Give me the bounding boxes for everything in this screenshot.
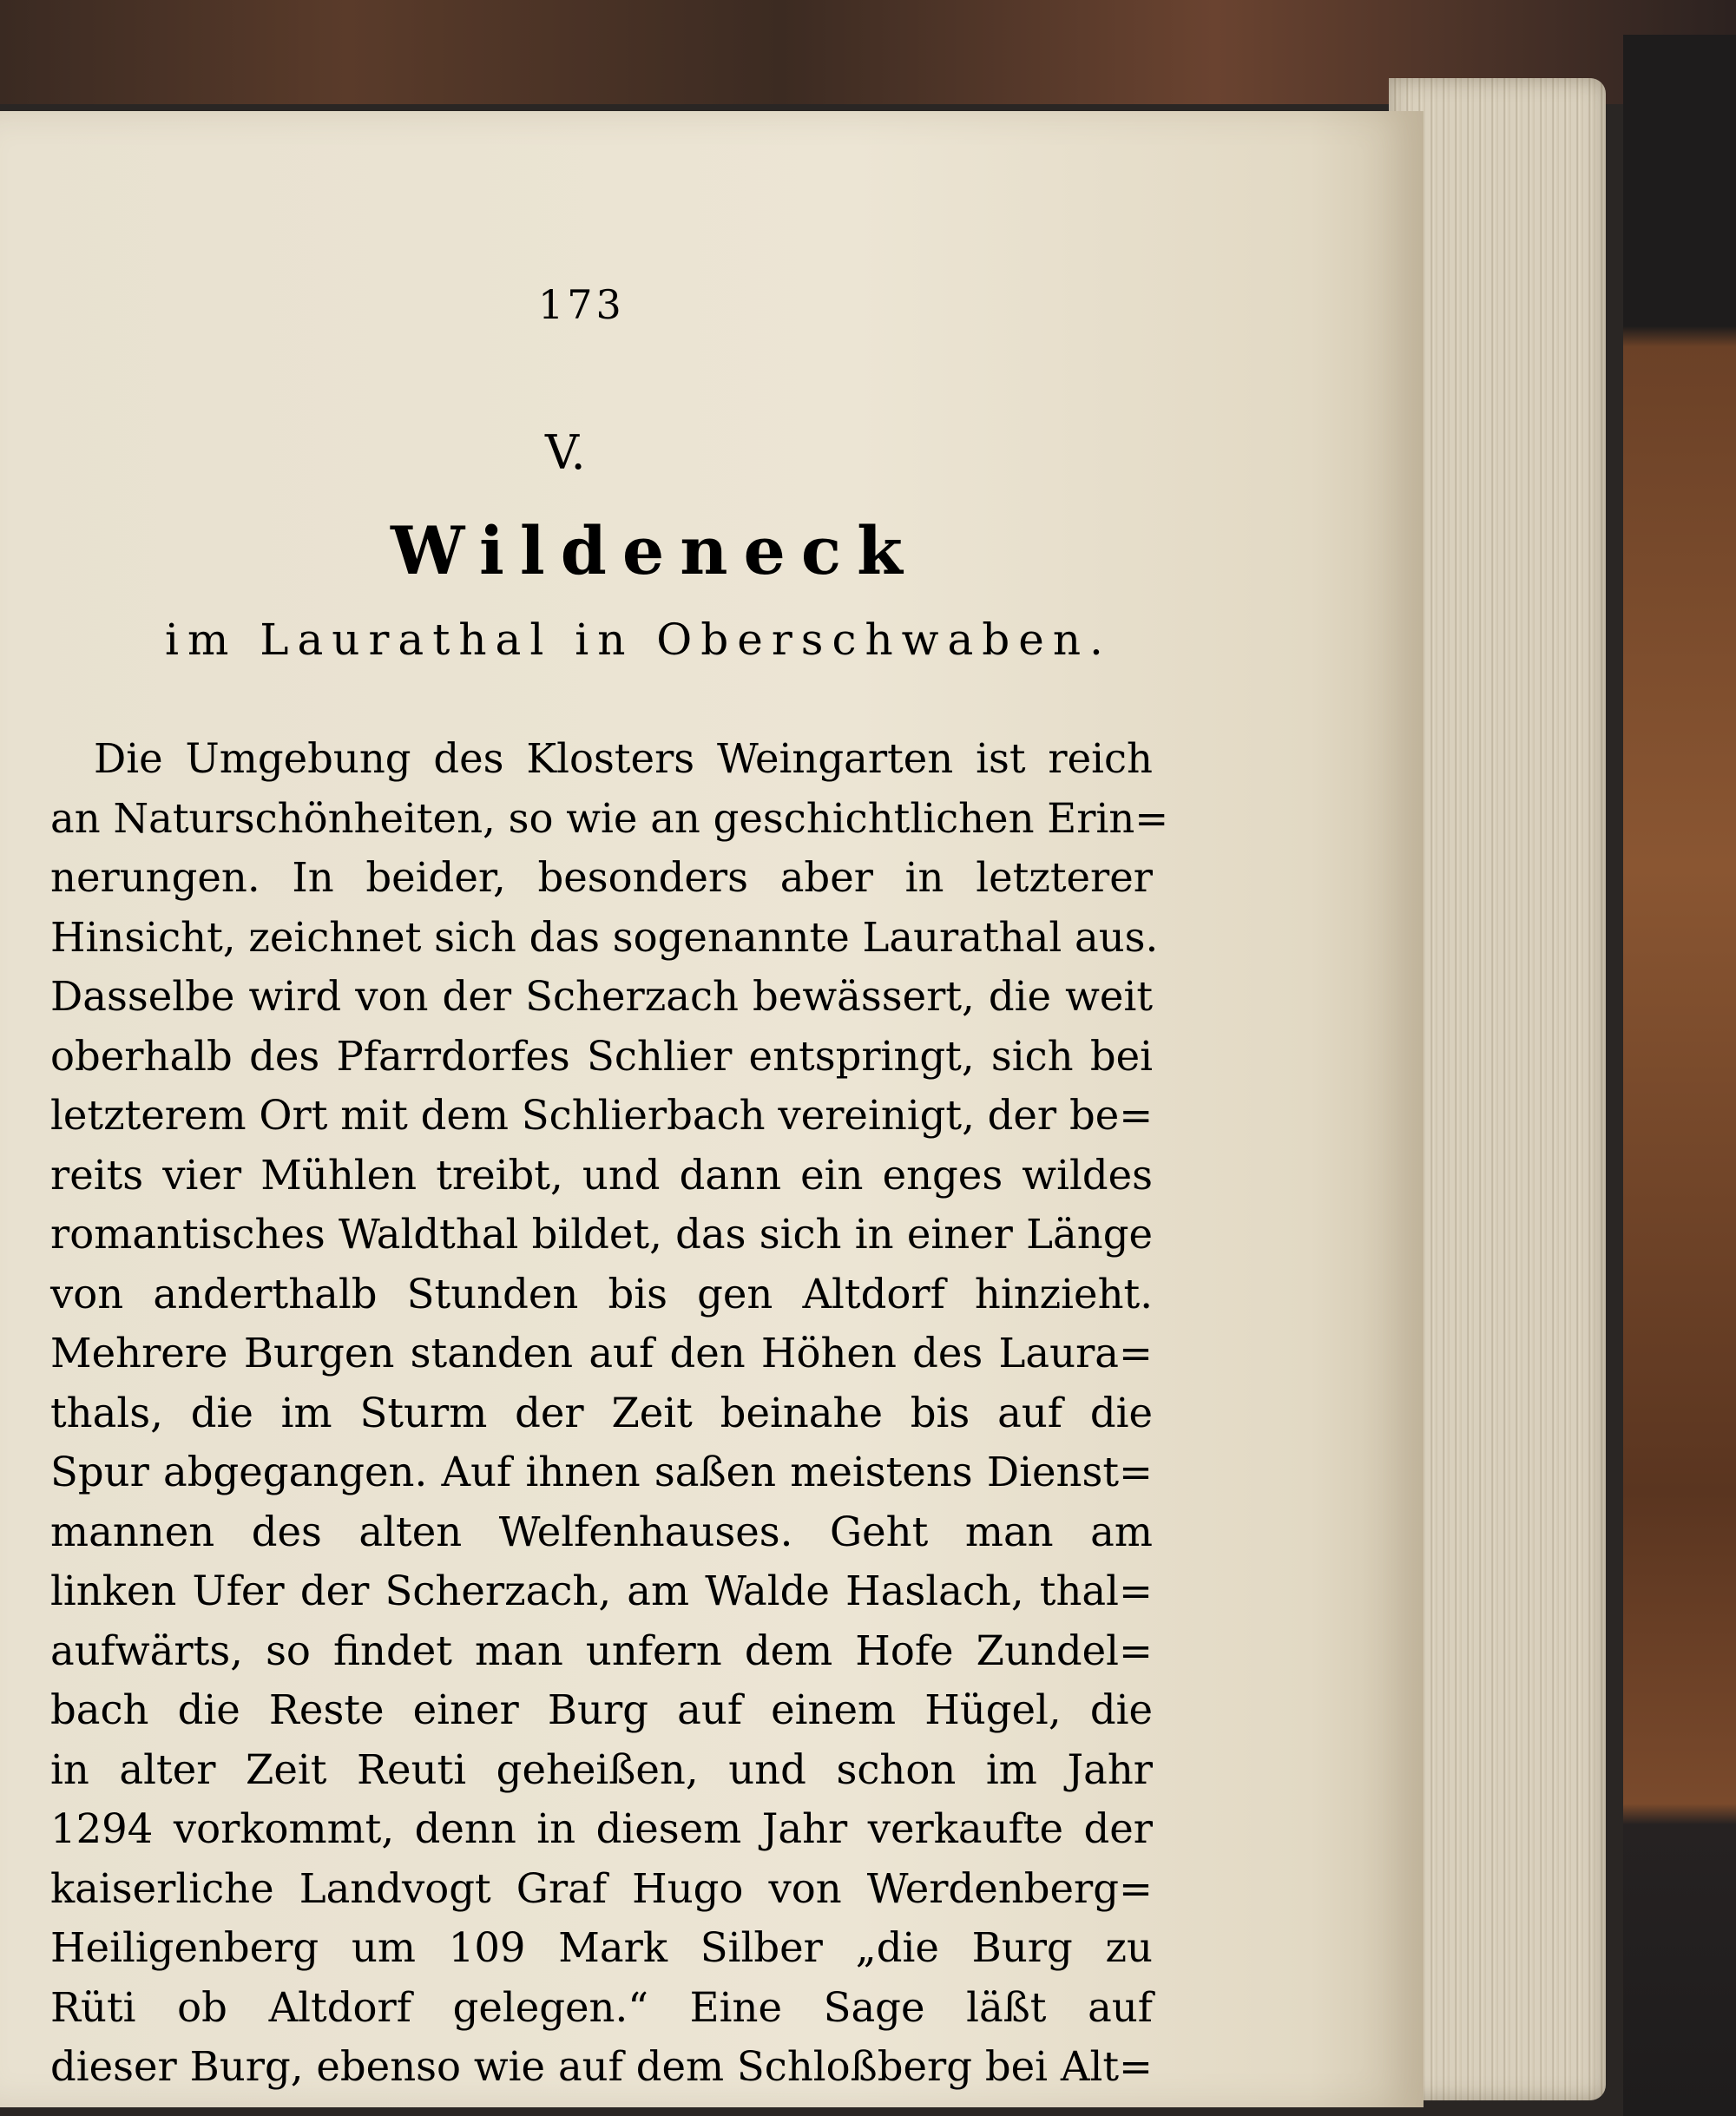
text-line: dieser Burg, ebenso wie auf dem Schloßberg bei Alt= xyxy=(50,2043,1153,2090)
book-page xyxy=(0,111,1424,2107)
text-line: romantisches Waldthal bildet, das sich in einer Länge xyxy=(50,1211,1153,1258)
page-number: 173 xyxy=(538,281,625,328)
text-line: aufwärts, so findet man unfern dem Hofe Zundel= xyxy=(50,1626,1153,1674)
text-line: von anderthalb Stunden bis gen Altdorf hinzieht. xyxy=(50,1270,1153,1318)
book-cover-edge xyxy=(1623,35,1736,2116)
text-line: linken Ufer der Scherzach, am Walde Haslach, thal= xyxy=(50,1567,1153,1614)
body-text xyxy=(50,729,1169,2097)
text-line: Hinsicht, zeichnet sich das sogenannte Laurathal aus. xyxy=(50,913,1159,961)
chapter-number: V. xyxy=(545,425,586,480)
text-line: thals, die im Sturm der Zeit beinahe bis auf die xyxy=(50,1389,1153,1436)
text-line: 1294 vorkommt, denn in diesem Jahr verkaufte der xyxy=(50,1805,1153,1852)
text-line: reits vier Mühlen treibt, und dann ein enges wildes xyxy=(50,1151,1153,1199)
text-line: Heiligenberg um 109 Mark Silber „die Burg zu xyxy=(50,1924,1153,1971)
text-line: Die Umgebung des Klosters Weingarten ist reich xyxy=(94,735,1153,782)
chapter-subtitle: im Laurathal in Oberschwaben. xyxy=(165,614,1112,665)
text-line: Mehrere Burgen standen auf den Höhen des Laura= xyxy=(50,1330,1153,1377)
text-line: an Naturschönheiten, so wie an geschichtlichen Erin= xyxy=(50,794,1169,842)
text-line: in alter Zeit Reuti geheißen, und schon im Jahr xyxy=(50,1745,1153,1793)
chapter-title: Wildeneck xyxy=(391,512,918,589)
text-line: Rüti ob Altdorf gelegen.“ Eine Sage läßt auf xyxy=(50,1983,1153,2031)
text-line: Dasselbe wird von der Scherzach bewässert, die weit xyxy=(50,973,1153,1020)
text-line: kaiserliche Landvogt Graf Hugo von Werdenberg= xyxy=(50,1864,1153,1912)
text-line: letzterem Ort mit dem Schlierbach vereinigt, der be= xyxy=(50,1092,1154,1139)
text-line: mannen des alten Welfenhauses. Geht man am xyxy=(50,1508,1153,1555)
text-line: nerungen. In beider, besonders aber in letzterer xyxy=(50,854,1153,901)
text-line: bach die Reste einer Burg auf einem Hügel, die xyxy=(50,1686,1153,1733)
text-line: oberhalb des Pfarrdorfes Schlier entspringt, sich bei xyxy=(50,1032,1153,1080)
text-line: Spur abgegangen. Auf ihnen saßen meistens Dienst= xyxy=(50,1449,1153,1495)
